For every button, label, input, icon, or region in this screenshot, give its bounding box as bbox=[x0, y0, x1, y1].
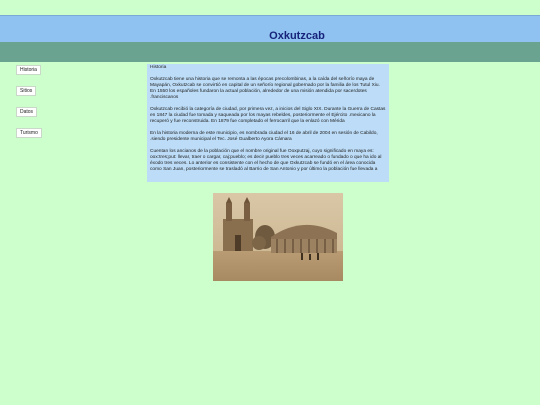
site-header bbox=[0, 15, 540, 42]
header-band bbox=[0, 42, 540, 62]
historic-photo bbox=[213, 193, 343, 281]
nav-item-turismo[interactable]: Turismo bbox=[16, 128, 42, 138]
content-heading: Historia bbox=[150, 65, 167, 70]
site-title: Oxkutzcab bbox=[269, 30, 325, 42]
content-paragraph: Oxkutzcab tiene una historia que se remonta a las épocas precolombinas, a la caída del señorío maya de Mayapán, Oxkutzcab se convirtió en capital de un señorío regional gobernado por la familia de los Tutul Xiu. En 1550 los españoles fundaron la actual población, alrededor de una misión atendida por sacerdotes .franciscanos bbox=[150, 77, 380, 100]
historic-photo-icon bbox=[213, 193, 343, 281]
content-paragraph: Cuentan los ancianos de la población que el nombre original fue Ooxputzaj, cuyo significado en maya es: oox:tres;put: llevar, traer o cargar, caj:pueblo; es decir pueblo tres veces acarreado o fundado o que ha ido al éxodo tres veces. Lo anterior es consistente con el hecho de que Oxkutzcab se fundó en el área conocida como San Juan, posteriormente se trasladó al Barrio de San Antonio y por último la población fue llevada a bbox=[150, 149, 382, 172]
content-paragraph: Oxkutzcab recibió la categoría de ciudad, por primera vez, a inicios del Siglo XIX. Durante la Guerra de Castas en 1847 la ciudad fue tomada y saqueada por los mayas rebeldes, posteriormente el Ejército .mexicano la recuperó y fue reconstruida. En 1879 fue completado el ferrocarril que la enlazó con Mérida bbox=[150, 107, 386, 124]
nav-item-sitios[interactable]: Sitios bbox=[16, 86, 36, 96]
nav-item-datos[interactable]: Datos bbox=[16, 107, 37, 117]
content-panel bbox=[147, 64, 389, 182]
nav-item-historia[interactable]: Historia bbox=[16, 65, 41, 75]
content-paragraph: En la historia moderna de este municipio, es nombrada ciudad el 16 de abril de 2004 en sesión de Cabildo, .siendo presidente municipal el Tec. José Gualberto Ayora Cámara bbox=[150, 131, 378, 142]
